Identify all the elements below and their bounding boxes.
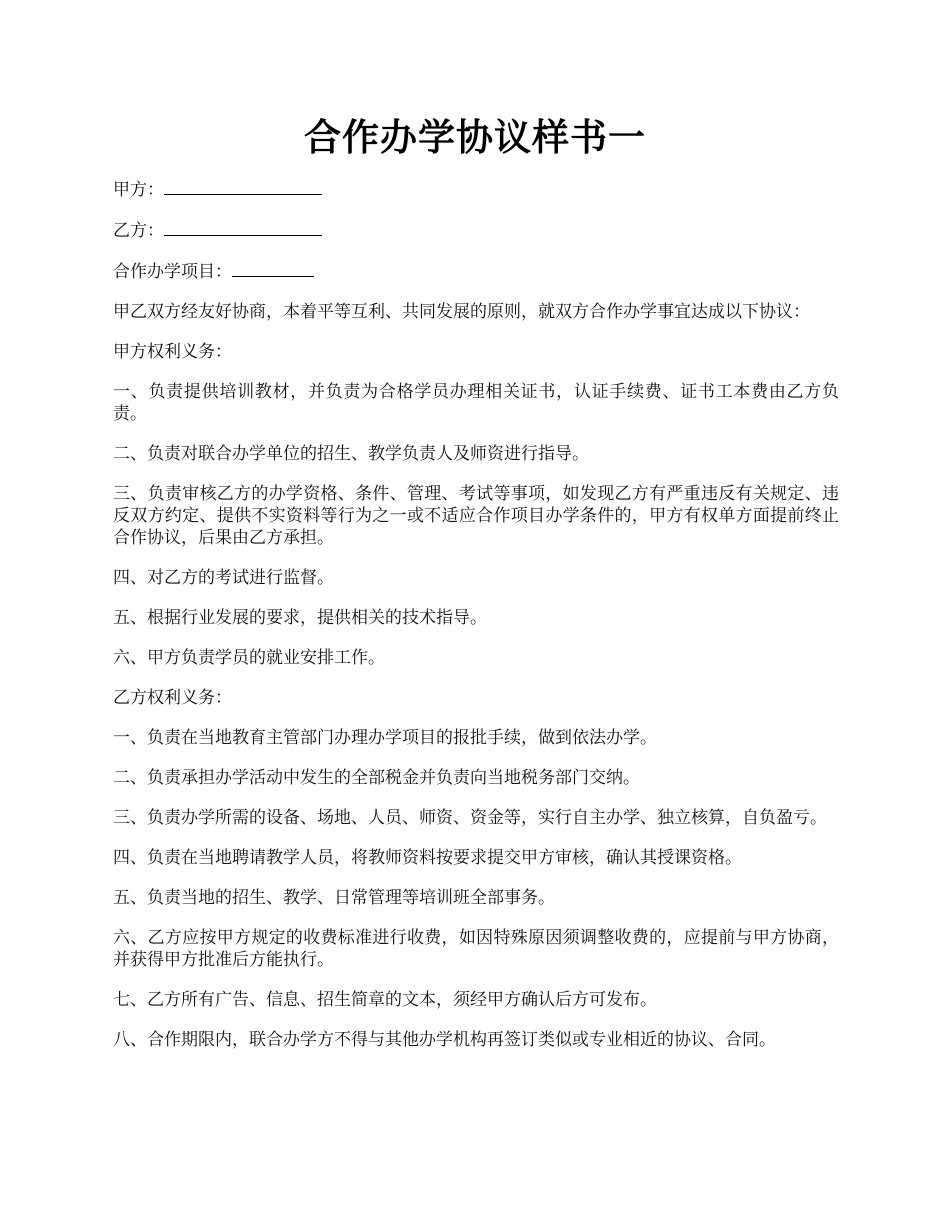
project-blank-line — [232, 260, 314, 277]
party-a-field — [113, 178, 839, 201]
party-b-clause: 四、负责在当地聘请教学人员，将教师资料按要求提交甲方审核，确认其授课资格。 — [113, 848, 742, 868]
party-a-clause: 三、负责审核乙方的办学资格、条件、管理、考试等事项，如发现乙方有严重违反有关规定、违反双方约定、提供不实资料等行为之一或不适应合作项目办学条件的，甲方有权单方面提前终止合作协议，后果由乙方承担。 — [113, 484, 839, 548]
party-a-clause: 六、甲方负责学员的就业安排工作。 — [113, 648, 385, 668]
document-title: 合作办学协议样书一 — [304, 115, 646, 159]
party-a-clause: 五、根据行业发展的要求，提供相关的技术指导。 — [113, 608, 487, 628]
party-b-clause: 二、负责承担办学活动中发生的全部税金并负责向当地税务部门交纳。 — [113, 768, 640, 788]
party-a-blank-line — [164, 178, 322, 195]
party-a-label: 甲方： — [113, 180, 164, 200]
party-a-clause: 一、负责提供培训教材，并负责为合格学员办理相关证书，认证手续费、证书工本费由乙方负责。 — [113, 382, 839, 424]
party-b-clause: 三、负责办学所需的设备、场地、人员、师资、资金等，实行自主办学、独立核算，自负盈亏。 — [113, 808, 827, 828]
project-label: 合作办学项目： — [113, 262, 232, 282]
party-b-field — [113, 219, 839, 242]
party-b-blank-line — [164, 219, 322, 236]
intro-paragraph: 甲乙双方经友好协商，本着平等互利、共同发展的原则，就双方合作办学事宜达成以下协议： — [113, 302, 810, 322]
project-field — [113, 260, 839, 283]
party-b-clause: 五、负责当地的招生、教学、日常管理等培训班全部事务。 — [113, 888, 555, 908]
party-a-clause: 二、负责对联合办学单位的招生、教学负责人及师资进行指导。 — [113, 444, 589, 464]
party-a-clause: 四、对乙方的考试进行监督。 — [113, 568, 334, 588]
document-body — [113, 178, 839, 1069]
party-b-clause: 一、负责在当地教育主管部门办理办学项目的报批手续，做到依法办学。 — [113, 728, 657, 748]
party-b-clause: 六、乙方应按甲方规定的收费标准进行收费，如因特殊原因须调整收费的，应提前与甲方协商，并获得甲方批准后方能执行。 — [113, 928, 839, 970]
party-b-label: 乙方： — [113, 221, 164, 241]
party-a-heading: 甲方权利义务： — [113, 342, 232, 362]
party-b-clause: 八、合作期限内，联合办学方不得与其他办学机构再签订类似或专业相近的协议、合同。 — [113, 1030, 776, 1050]
party-b-heading: 乙方权利义务： — [113, 688, 232, 708]
party-b-clause: 七、乙方所有广告、信息、招生简章的文本，须经甲方确认后方可发布。 — [113, 990, 657, 1010]
